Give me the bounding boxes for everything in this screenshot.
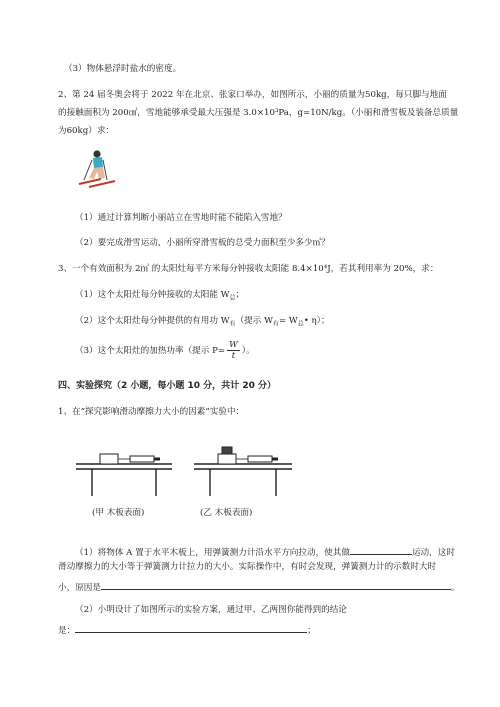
q-part3-line: （3）物体悬浮时盐水的密度。 — [64, 64, 182, 74]
q3s2-sub3: 总 — [297, 320, 304, 328]
q3s1-sub: 总 — [229, 294, 236, 302]
conclusion-blank[interactable] — [75, 623, 307, 633]
q3s3-text: （3）这个太阳灶的加热功率（提示 P= — [75, 346, 226, 356]
q3s2-end: • η）； — [303, 316, 330, 326]
q3s2-mid: （提示 W — [235, 316, 273, 326]
e1s2b-end: ； — [307, 626, 316, 636]
q3s1-text: （1）这个太阳灶每分钟接收的太阳能 W — [75, 290, 230, 300]
question2-line2: 的接触面积为 200㎠，雪地能够承受最大压强是 3.0×10³Pa，g=10N/kg。（小丽和滑雪板及装备总质量 — [58, 108, 459, 118]
question2-line1: 2、第 24 届冬奥会将于 2022 年在北京、张家口举办，如图所示，小丽的质量为50kg，每只脚与地面 — [58, 90, 447, 100]
experiment1-sub1-line2: 滑动摩擦力的大小等于弹簧测力计拉力的大小。实际操作中，有时会发现，弹簧测力计的示数时大时 — [58, 562, 437, 572]
experiment1-sub1-line1 — [75, 545, 455, 559]
question3-sub1 — [75, 290, 244, 304]
fraction-denominator: t — [231, 351, 236, 361]
e1s1a-text: （1）将物体 A 置于水平木板上，用弹簧测力计沿水平方向拉动，使其做 — [75, 548, 350, 558]
e1s1c-end: 。 — [450, 583, 460, 593]
question3-sub3 — [75, 340, 255, 362]
q3s3-end: ）。 — [241, 346, 255, 356]
q3s1-end: ； — [235, 290, 245, 300]
fraction-numerator: W — [229, 340, 238, 350]
q3s2-mid2: = W — [278, 316, 298, 326]
experiment1-sub1-line3 — [58, 580, 460, 594]
question3-line1: 3、一个有效面积为 2㎡ 的太阳灶每平方米每分钟接收太阳能 8.4×10⁴J，若其利用率为 20%，求： — [58, 264, 439, 274]
friction-experiment-figure — [72, 432, 302, 498]
power-fraction — [227, 340, 240, 361]
question3-sub2 — [75, 316, 330, 330]
figure-caption-right: (乙 木板表面) — [200, 508, 253, 518]
q3s2-sub: 有 — [229, 320, 236, 328]
e1s2b-text: 是： — [58, 626, 76, 636]
question2-sub2: （2）要完成滑雪运动，小丽所穿滑雪板的总受力面积至少多少㎡？ — [75, 238, 330, 248]
e1s1c-text: 小，原因是 — [58, 583, 101, 593]
section4-title: 四、实验探究（2 小题，每小题 10 分，共计 20 分） — [58, 381, 276, 391]
reason-blank[interactable] — [101, 580, 451, 590]
question2-line3: 为60kg）求： — [58, 126, 115, 136]
experiment1-sub2-line1: （2）小明设计了如图所示的实验方案，通过甲、乙两图你能得到的结论 — [75, 605, 347, 615]
skier-figure — [75, 146, 121, 192]
q3s2-sub2: 有 — [272, 320, 279, 328]
figure-caption-left: (甲 木板表面) — [92, 508, 145, 518]
experiment1-intro: 1、在“探究影响滑动摩擦力大小的因素”实验中： — [58, 407, 245, 417]
e1s1a-end: 运动，这时 — [411, 548, 455, 558]
q3s2-text: （2）这个太阳灶每分钟提供的有用功 W — [75, 316, 230, 326]
experiment1-sub2-line2 — [58, 623, 316, 637]
motion-type-blank[interactable] — [350, 545, 412, 555]
question2-sub1: （1）通过计算判断小丽站立在雪地时能不能陷入雪地？ — [75, 213, 287, 223]
